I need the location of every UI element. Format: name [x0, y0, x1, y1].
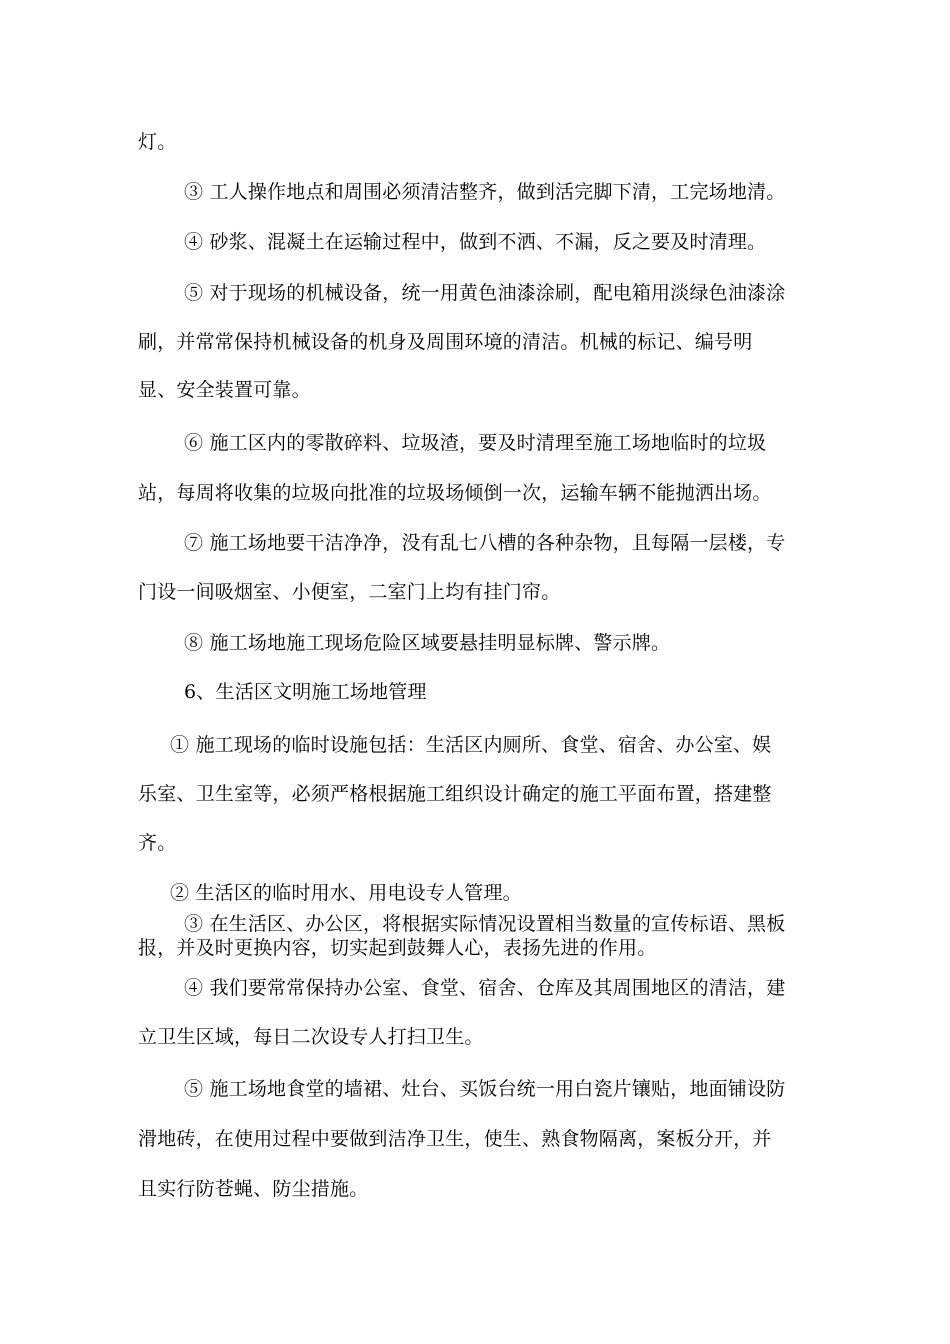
text-line: ② 生活区的临时用水、用电设专人管理。 [170, 882, 522, 904]
text-line: 显、安全装置可靠。 [138, 379, 311, 401]
text-line: ④ 我们要常常保持办公室、食堂、宿舍、仓库及其周围地区的清洁，建 [184, 977, 786, 999]
text-line: 且实行防苍蝇、防尘措施。 [138, 1178, 369, 1200]
text-line: 齐。 [138, 832, 177, 854]
text-line: 站，每周将收集的垃圾向批准的垃圾场倾倒一次，运输车辆不能抛洒出场。 [138, 482, 772, 504]
text-line: ① 施工现场的临时设施包括：生活区内厕所、食堂、宿舍、办公室、娱 [170, 734, 772, 756]
section-heading: 6、生活区文明施工场地管理 [184, 681, 427, 703]
text-line: 报，并及时更换内容，切实起到鼓舞人心，表扬先进的作用。 [138, 937, 657, 959]
text-line: 灯。 [138, 131, 177, 153]
text-line: ⑤ 对于现场的机械设备，统一用黄色油漆涂刷，配电箱用淡绿色油漆涂 [184, 282, 786, 304]
text-line: ③ 在生活区、办公区，将根据实际情况设置相当数量的宣传标语、黑板 [184, 913, 786, 935]
text-line: 立卫生区域，每日二次设专人打扫卫生。 [138, 1026, 484, 1048]
text-line: ⑦ 施工场地要干洁净净，没有乱七八槽的各种杂物，且每隔一层楼，专 [184, 532, 786, 554]
text-line: ④ 砂浆、混凝土在运输过程中，做到不洒、不漏，反之要及时清理。 [184, 231, 767, 253]
text-line: 乐室、卫生室等，必须严格根据施工组织设计确定的施工平面布置，搭建整 [138, 783, 772, 805]
text-line: 滑地砖，在使用过程中要做到洁净卫生，使生、熟食物隔离，案板分开，并 [138, 1128, 772, 1150]
text-line: 门设一间吸烟室、小便室，二室门上均有挂门帘。 [138, 581, 561, 603]
text-line: ⑧ 施工场地施工现场危险区域要悬挂明显标牌、警示牌。 [184, 632, 671, 654]
text-line: ⑥ 施工区内的零散碎料、垃圾渣，要及时清理至施工场地临时的垃圾 [184, 432, 767, 454]
text-line: ⑤ 施工场地食堂的墙裙、灶台、买饭台统一用白瓷片镶贴，地面铺设防 [184, 1078, 786, 1100]
text-line: 刷，并常常保持机械设备的机身及周围环境的清洁。机械的标记、编号明 [138, 331, 753, 353]
text-line: ③ 工人操作地点和周围必须清洁整齐，做到活完脚下清，工完场地清。 [184, 181, 786, 203]
